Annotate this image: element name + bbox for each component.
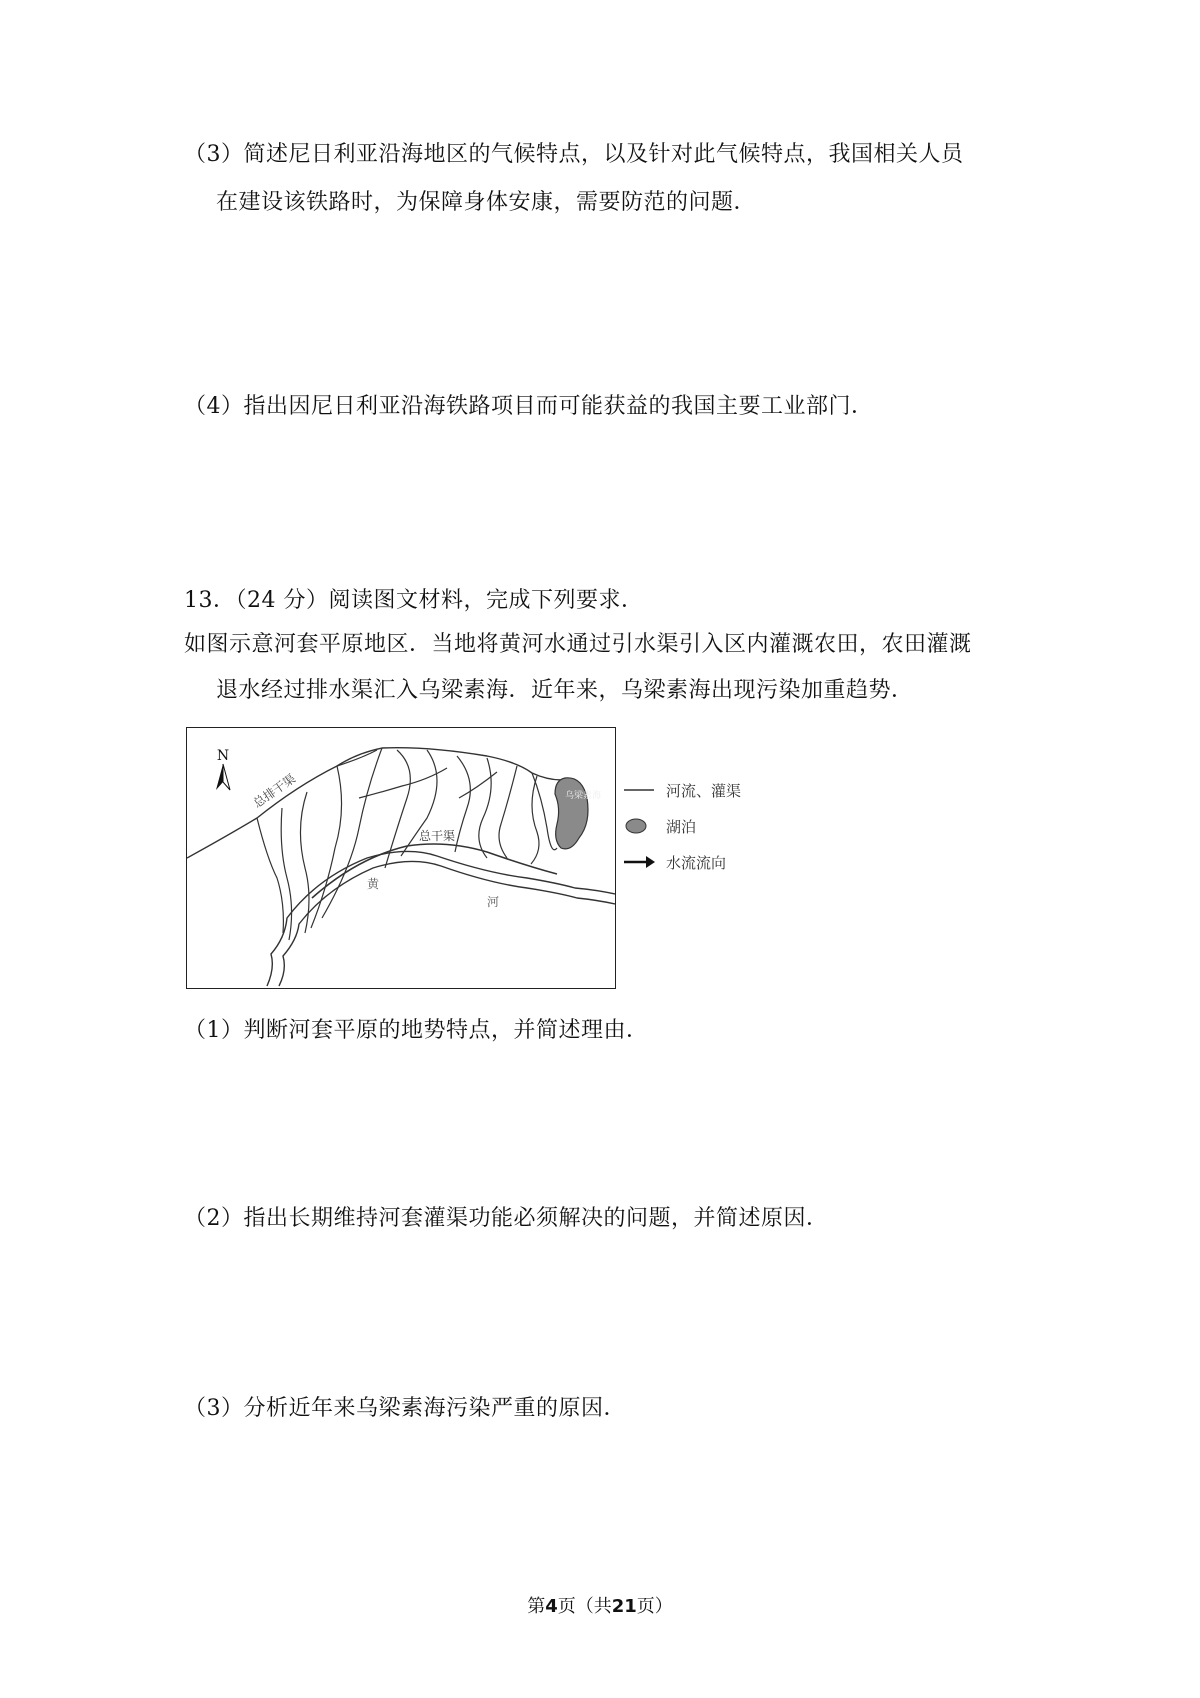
footer-suffix: 页） [636,1596,673,1617]
arrow-right-icon [622,850,656,874]
q13-intro-line2: 退水经过排水渠汇入乌梁素海．近年来，乌梁素海出现污染加重趋势． [216,678,914,703]
legend-flow [622,850,726,874]
legend-lake [622,814,696,838]
q13-header: 13．（24 分）阅读图文材料，完成下列要求． [184,588,644,613]
page-footer [0,1592,1200,1618]
q13-intro-line1: 如图示意河套平原地区．当地将黄河水通过引水渠引入区内灌溉农田，农田灌溉 [184,632,972,657]
legend-lake-label: 湖泊 [666,817,697,836]
north-label: N [216,748,230,764]
q13-3: （3）分析近年来乌梁素海污染严重的原因． [184,1396,626,1421]
q12-3-line1: （3）简述尼日利亚沿海地区的气候特点，以及针对此气候特点，我国相关人员 [184,142,964,167]
river-char-1: 黄 [367,877,380,891]
hetao-plain-map [186,727,616,989]
drain-label: 总排干渠 [250,771,299,811]
footer-page-number: 4 [545,1596,558,1617]
river-char-2: 河 [487,895,500,909]
lake-label: 乌梁素海 [565,791,602,801]
footer-total-pages: 21 [611,1596,637,1617]
yellow-river [267,851,615,986]
legend-flow-label: 水流流向 [666,853,727,872]
q13-2: （2）指出长期维持河套灌渠功能必须解决的问题，并简述原因． [184,1206,829,1231]
legend-river-canal-label: 河流、灌渠 [666,781,742,800]
lake-icon [622,814,656,838]
q12-3-line2: 在建设该铁路时，为保障身体安康，需要防范的问题． [216,190,757,215]
q12-4: （4）指出因尼日利亚沿海铁路项目而可能获益的我国主要工业部门． [184,394,874,419]
map-svg [187,728,615,988]
line-icon [622,778,656,802]
legend-river-canal [622,778,741,802]
footer-middle: 页（共 [557,1596,612,1617]
canal-label: 总干渠 [419,829,456,843]
map-legend [622,778,802,888]
lake-wuliangsuhai [555,778,588,849]
footer-prefix: 第 [527,1596,546,1617]
q13-1: （1）判断河套平原的地势特点，并简述理由． [184,1018,649,1043]
north-arrow-icon [216,748,230,790]
